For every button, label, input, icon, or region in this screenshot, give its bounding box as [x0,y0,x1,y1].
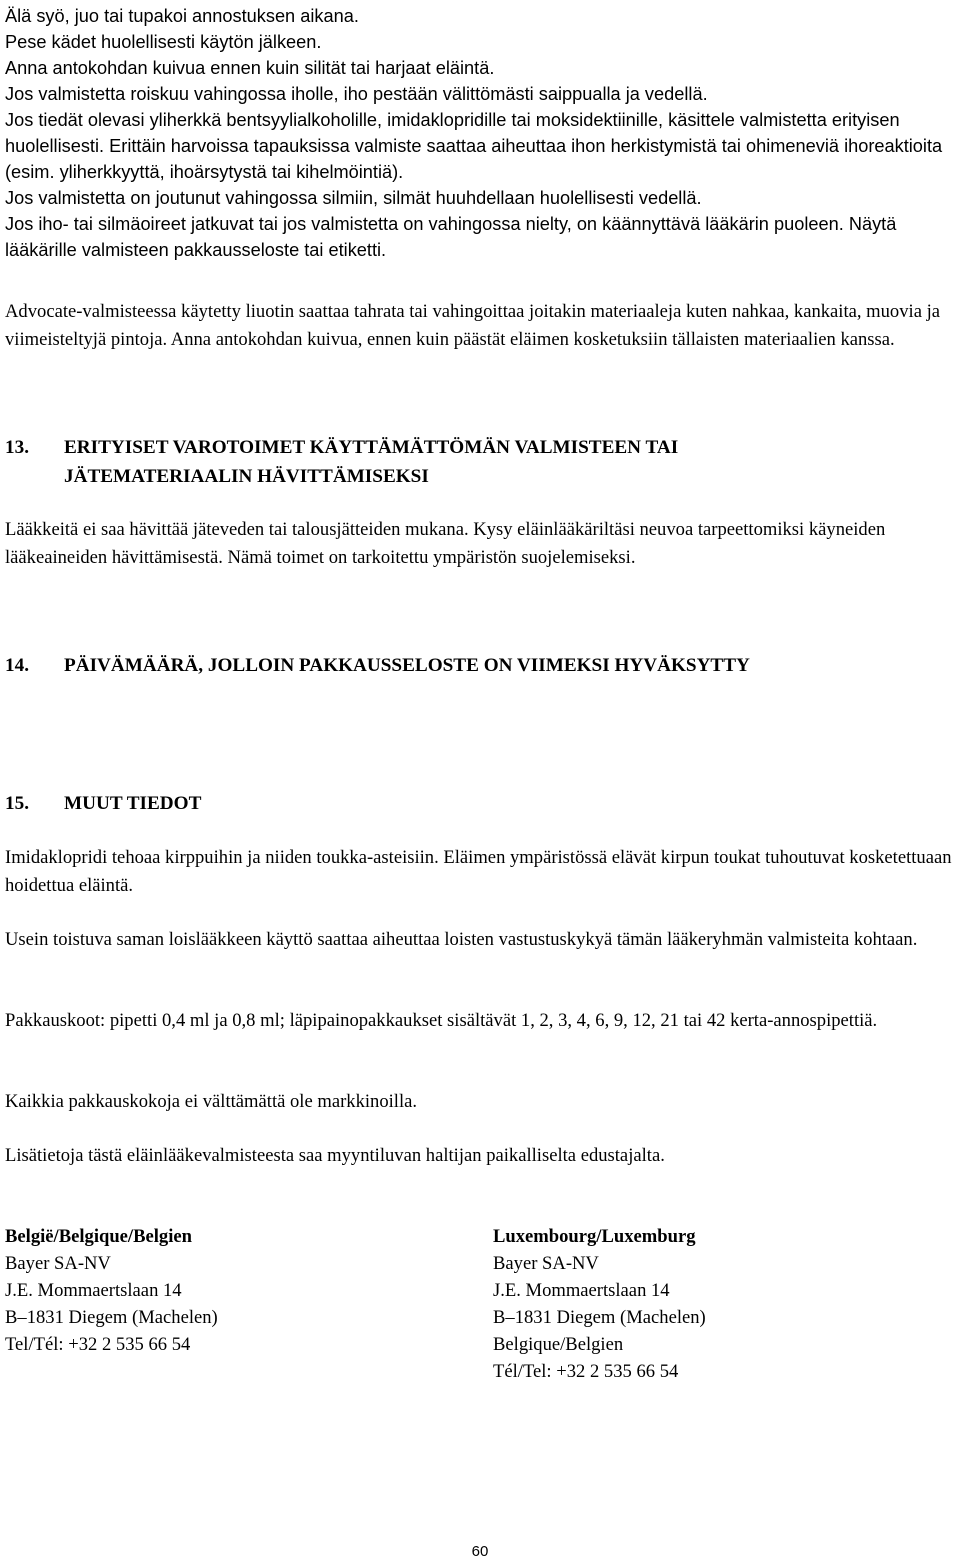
contact-line: Bayer SA-NV [5,1253,111,1274]
contact-line: J.E. Mommaertslaan 14 [5,1280,182,1301]
contact-line: Tel/Tél: +32 2 535 66 54 [5,1334,191,1355]
section-title: PÄIVÄMÄÄRÄ, JOLLOIN PAKKAUSSELOSTE ON VIIMEKSI HYVÄKSYTTY [64,655,750,676]
instruction-line: Jos valmistetta on joutunut vahingossa silmiin, silmät huuhdellaan huolellisesti vedellä. [5,188,702,208]
section-15-heading [5,789,958,818]
contact-line: Tél/Tel: +32 2 535 66 54 [493,1361,679,1382]
contact-line: B–1831 Diegem (Machelen) [493,1307,706,1328]
section-15-paragraph: Kaikkia pakkauskokoja ei välttämättä ole markkinoilla. [5,1091,418,1112]
section-title-line2: JÄTEMATERIAALIN HÄVITTÄMISEKSI [64,466,429,487]
contact-line: Bayer SA-NV [493,1253,599,1274]
instruction-line: Jos tiedät olevasi yliherkkä bentsyylialkoholille, imidaklopridille tai moksidektiinille, käsittele valmistetta erityisen huolellisesti. Erittäin harvoissa tapauksissa valmiste saattaa aiheuttaa ihon herkistymistä tai ohimeneviä ihoreaktioita (esim. yliherkkyyttä, ihoärsytystä tai kihelmöintiä). [5,110,943,182]
contact-line: B–1831 Diegem (Machelen) [5,1307,218,1328]
contact-country: Luxembourg/Luxemburg [493,1226,696,1247]
section-title-line1: ERITYISET VAROTOIMET KÄYTTÄMÄTTÖMÄN VALMISTEEN TAI [64,437,679,458]
advocate-paragraph: Advocate-valmisteessa käytetty liuotin saattaa tahrata tai vahingoittaa joitakin materiaaleja kuten nahkaa, kankaita, muovia ja viimeisteltyjä pintoja. Anna antokohdan kuivua, ennen kuin päästät eläimen kosketuksiin tällaisten materiaalien kanssa. [5,301,941,350]
contact-belgium [5,1223,218,1358]
section-number: 15. [5,793,29,814]
instruction-line: Älä syö, juo tai tupakoi annostuksen aikana. [5,6,359,26]
contact-country: België/Belgique/Belgien [5,1226,192,1247]
document-page [5,0,958,1565]
instruction-line: Anna antokohdan kuivua ennen kuin silität tai harjaat eläintä. [5,58,495,78]
section-13-heading [5,433,958,491]
instruction-line: Jos iho- tai silmäoireet jatkuvat tai jos valmistetta on vahingossa nielty, on käännyttävä lääkärin puoleen. Näytä lääkärille valmisteen pakkausseloste tai etiketti. [5,214,897,260]
section-15-paragraph: Usein toistuva saman loislääkkeen käyttö saattaa aiheuttaa loisten vastustuskykyä tämän lääkeryhmän valmisteita kohtaan. [5,929,918,950]
section-title: MUUT TIEDOT [64,793,202,814]
section-number: 14. [5,655,29,676]
section-15-paragraph: Imidaklopridi tehoaa kirppuihin ja niiden toukka-asteisiin. Eläimen ympäristössä elävät kirpun toukat tuhoutuvat kosketettuaan hoidettua eläintä. [5,847,952,896]
section-13-body: Lääkkeitä ei saa hävittää jäteveden tai talousjätteiden mukana. Kysy eläinlääkäriltäsi neuvoa tarpeettomiksi käyneiden lääkeaineiden hävittämisestä. Nämä toimet on tarkoitettu ympäristön suojelemiseksi. [5,519,886,568]
page-number: 60 [471,1543,489,1560]
section-15-paragraph: Lisätietoja tästä eläinlääkevalmisteesta saa myyntiluvan haltijan paikalliselta edustajalta. [5,1145,665,1166]
safety-instructions [5,3,958,263]
instruction-line: Pese kädet huolellisesti käytön jälkeen. [5,32,322,52]
section-15-paragraph: Pakkauskoot: pipetti 0,4 ml ja 0,8 ml; läpipainopakkaukset sisältävät 1, 2, 3, 4, 6, 9, 12, 21 tai 42 kerta-annospipettiä. [5,1010,878,1031]
section-number: 13. [5,437,29,458]
section-14-heading [5,651,958,680]
contact-line: Belgique/Belgien [493,1334,624,1355]
contact-line: J.E. Mommaertslaan 14 [493,1280,670,1301]
contact-luxembourg [493,1223,706,1385]
instruction-line: Jos valmistetta roiskuu vahingossa iholle, iho pestään välittömästi saippualla ja vedellä. [5,84,708,104]
